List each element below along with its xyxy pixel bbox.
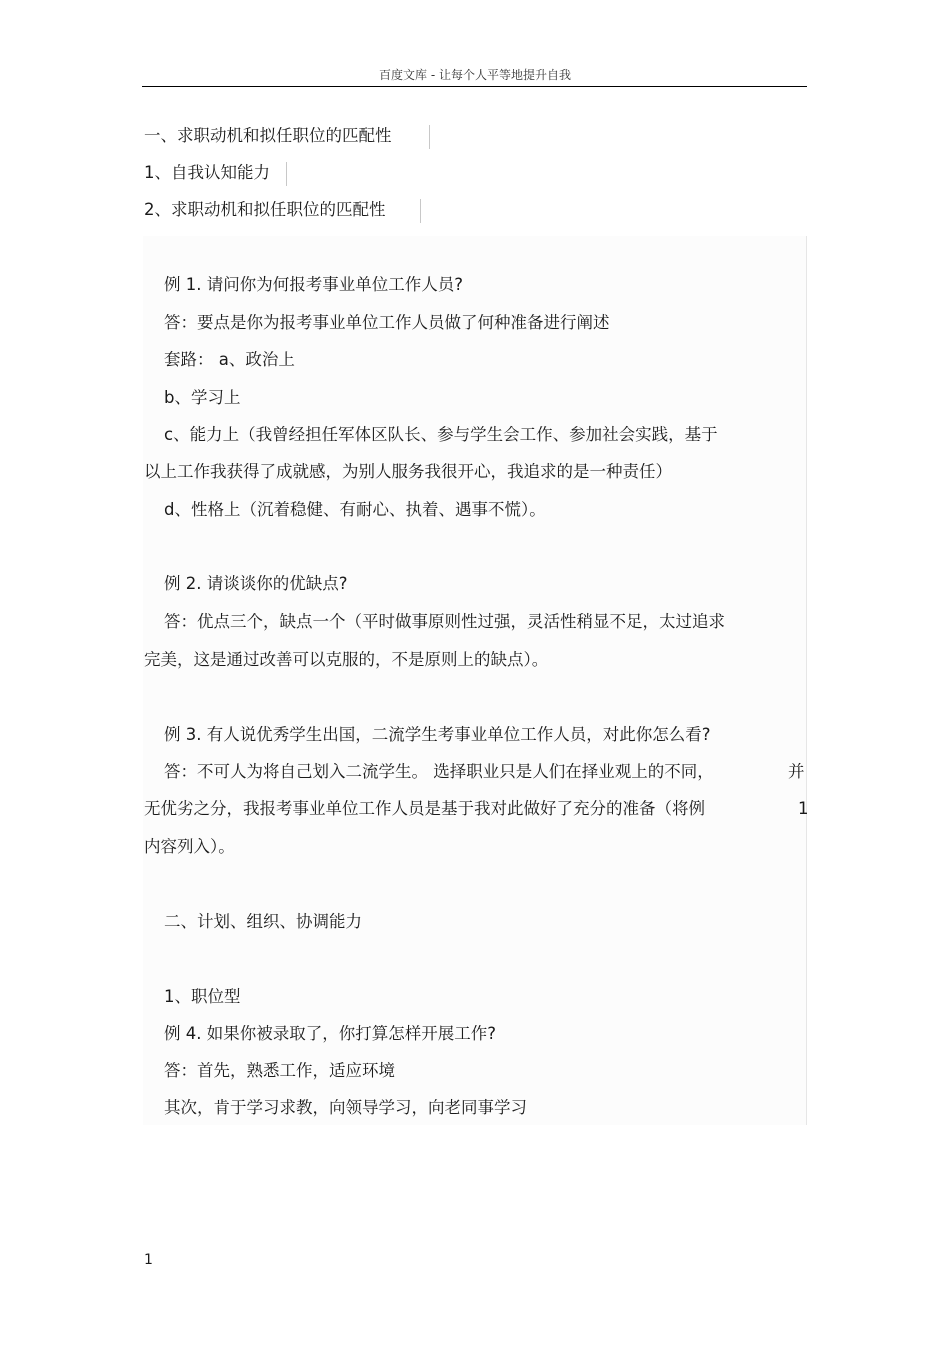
page-header: 百度文库 - 让每个人平等地提升自我 [379,68,571,82]
example-3-answer-tail: 并 [788,762,805,781]
text-box-edge [420,199,421,223]
example-1-point-c-cont: 以上工作我获得了成就感，为别人服务我很开心，我追求的是一种责任） [144,462,672,481]
example-1-routine: 套路： a、政治上 [164,350,295,369]
example-2-question: 例 2. 请谈谈你的优缺点? [164,574,348,593]
section-1-item-2: 2、求职动机和拟任职位的匹配性 [144,200,386,219]
example-3-answer-end: 内容列入）。 [144,837,235,856]
text-box-edge [429,125,430,149]
example-4-question: 例 4. 如果你被录取了，你打算怎样开展工作? [164,1024,496,1043]
example-1-answer: 答：要点是你为报考事业单位工作人员做了何种准备进行阐述 [164,313,610,332]
example-3-answer-cont: 无优劣之分，我报考事业单位工作人员是基于我对此做好了充分的准备（将例 [144,799,705,818]
example-1-point-b: b、学习上 [164,388,241,407]
example-3-question: 例 3. 有人说优秀学生出国，二流学生考事业单位工作人员，对此你怎么看? [164,725,711,744]
section-1-item-1: 1、自我认知能力 [144,163,270,182]
section-2-title: 二、计划、组织、协调能力 [164,912,362,931]
example-1-question: 例 1. 请问你为何报考事业单位工作人员? [164,275,463,294]
header-rule [142,86,807,87]
example-3-answer: 答：不可人为将自己划入二流学生。 选择职业只是人们在择业观上的不同， [164,762,714,781]
example-4-answer: 答：首先，熟悉工作，适应环境 [164,1061,395,1080]
section-2-item-1: 1、职位型 [164,987,241,1006]
example-3-answer-tail-2: 1 [798,799,809,818]
example-2-answer-cont: 完美，这是通过改善可以克服的，不是原则上的缺点）。 [144,650,549,669]
section-1-title: 一、求职动机和拟任职位的匹配性 [144,126,392,145]
example-1-point-c: c、能力上（我曾经担任军体区队长、参与学生会工作、参加社会实践，基于 [164,425,718,444]
page-number: 1 [144,1252,153,1268]
example-1-point-d: d、性格上（沉着稳健、有耐心、执着、遇事不慌）。 [164,500,546,519]
text-box-edge [286,162,287,186]
example-2-answer: 答：优点三个，缺点一个（平时做事原则性过强，灵活性稍显不足，太过追求 [164,612,725,631]
example-4-answer-cont: 其次，肯于学习求教，向领导学习，向老同事学习 [164,1098,527,1117]
